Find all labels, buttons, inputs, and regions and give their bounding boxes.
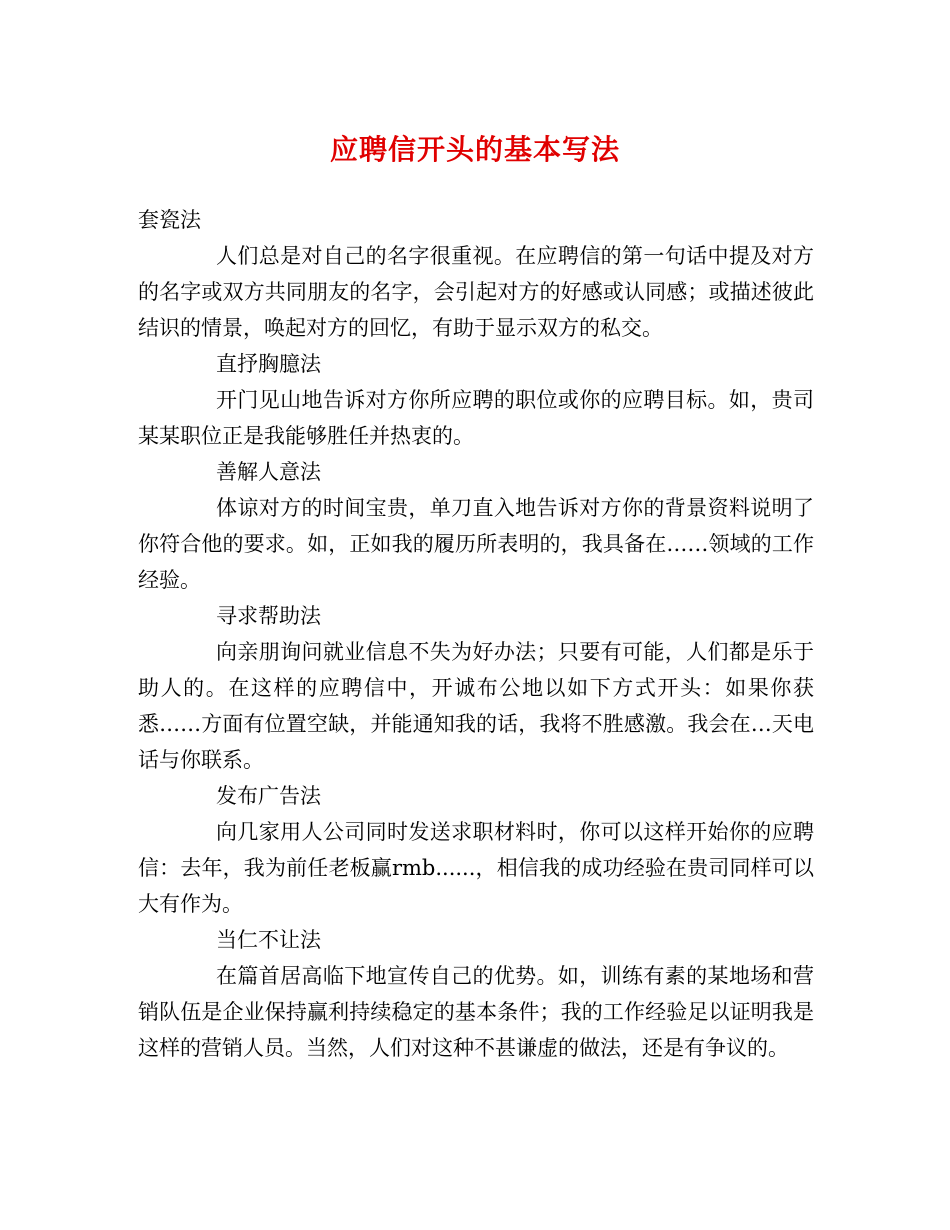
section-paragraph: 向亲朋询问就业信息不失为好办法；只要有可能，人们都是乐于助人的。在这样的应聘信中，开诚布公地以如下方式开头：如果你获悉……方面有位置空缺，并能通知我的话，我将不胜感激。我会在…天电话与你联系。 [138,640,814,772]
section-paragraph: 向几家用人公司同时发送求职材料时，你可以这样开始你的应聘信：去年，我为前任老板赢rmb......，相信我的成功经验在贵司同样可以大有作为。 [138,820,814,916]
document-title: 应聘信开头的基本写法 [329,133,620,166]
section-heading: 套瓷法 [138,208,201,232]
section-paragraph: 在篇首居高临下地宣传自己的优势。如，训练有素的某地场和营销队伍是企业保持赢利持续稳定的基本条件；我的工作经验足以证明我是这样的营销人员。当然，人们对这种不甚谦虚的做法，还是有争议的。 [138,964,814,1060]
section-heading: 发布广告法 [216,784,321,808]
section-paragraph: 体谅对方的时间宝贵，单刀直入地告诉对方你的背景资料说明了你符合他的要求。如，正如我的履历所表明的，我具备在……领域的工作经验。 [138,496,814,592]
section-paragraph: 开门见山地告诉对方你所应聘的职位或你的应聘目标。如，贵司某某职位正是我能够胜任并热衷的。 [138,388,814,448]
document-body [138,202,814,1066]
section-heading: 善解人意法 [216,460,321,484]
section-heading: 寻求帮助法 [216,604,321,628]
section-paragraph: 人们总是对自己的名字很重视。在应聘信的第一句话中提及对方的名字或双方共同朋友的名字，会引起对方的好感或认同感；或描述彼此结识的情景，唤起对方的回忆，有助于显示双方的私交。 [138,244,814,340]
section-heading: 直抒胸臆法 [216,352,321,376]
section-heading: 当仁不让法 [216,928,321,952]
